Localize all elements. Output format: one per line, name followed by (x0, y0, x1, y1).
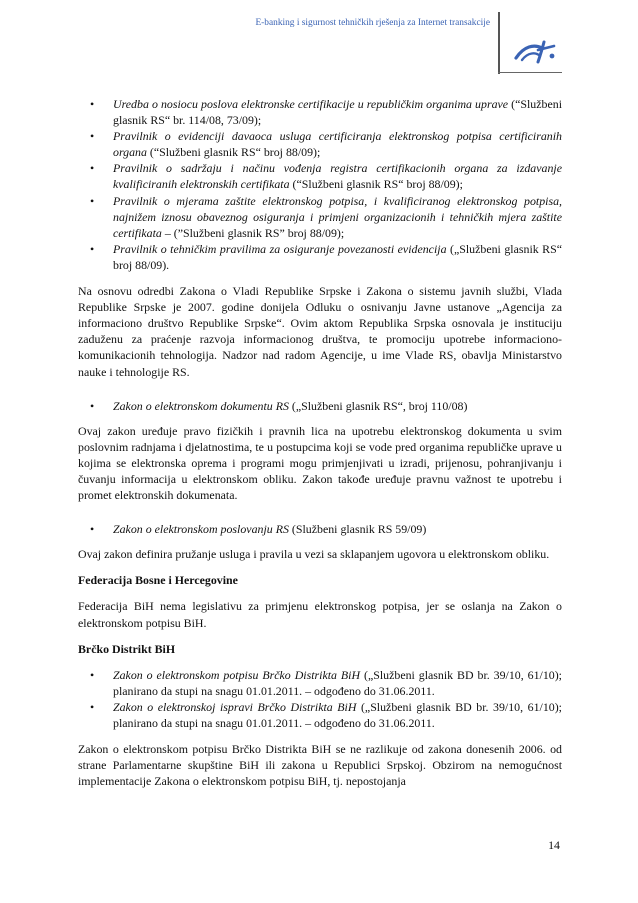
law-electronic-business-rs (78, 521, 562, 537)
regulations-list-brcko (78, 667, 562, 731)
bullet-marker: • (90, 97, 95, 111)
header-divider-vertical (498, 12, 500, 74)
bullet-marker: • (90, 522, 95, 537)
paragraph-brcko: Zakon o elektronskom potpisu Brčko Distrikta BiH se ne razlikuje od zakona donesenih 2006. od strane Parlamentarne skupštine BiH ili zakona u Republici Srpskoj. Obzirom na nemogućnost implementacije Zakona o elektronskom potpisu BiH, tj. nepostojanja (78, 742, 562, 789)
header-title: E-banking i sigurnost tehničkih rješenja za Internet transakcije (255, 18, 490, 28)
bullet-marker: • (90, 129, 95, 144)
list-item: • Zakon o elektronskom dokumentu RS („Službeni glasnik RS“, broj 110/08) (90, 398, 468, 413)
bullet-marker: • (90, 699, 95, 714)
bullet-marker: • (90, 193, 95, 208)
heading-fbih: Federacija Bosne i Hercegovine (78, 573, 238, 588)
page-header (0, 0, 638, 84)
page-number: 14 (548, 838, 560, 852)
bullet-marker: • (90, 161, 95, 176)
ef-logo-icon (512, 38, 558, 64)
page-content (78, 96, 562, 789)
list-item: • Zakon o elektronskom potpisu Brčko Distrikta BiH („Službeni glasnik BD br. 39/10, 61/10); planirano da stupi na snagu 01.01.2011. – odgođeno do 31.06.2011. (90, 667, 562, 698)
list-item: • Pravilnik o tehničkim pravilima za osiguranje povezanosti evidencija („Službeni glasnik RS“ broj 88/09). (90, 241, 562, 272)
list-item: • Zakon o elektronskoj ispravi Brčko Distrikta BiH („Službeni glasnik BD br. 39/10, 61/10); planirano da stupi na snagu 01.01.2011. – odgođeno do 31.06.2011. (90, 699, 562, 730)
regulations-list-rs (78, 96, 562, 273)
paragraph-electronic-document: Ovaj zakon uređuje pravo fizičkih i pravnih lica na upotrebu elektronskog dokumenta u svim poslovnim radnjama i djelatnostima, te u postupcima koji se vode pred organima republičke uprave u kojima se elektronska oprema i programi mogu primjenjivati u izradi, prijenosu, pohranjivanju i čuvanju informacija u elektronskom obliku. Zakon takođe uređuje pravnu važnost te upotrebu i promet elektronskih dokumenata. (78, 423, 562, 503)
list-item: • Pravilnik o mjerama zaštite elektronskog potpisa, i kvalificiranog elektronskog potpisa, najnižem iznosu obaveznog osiguranja i primjeni organizacionih i tehničkih mjera zaštite certifikata – (”Službeni glasnik RS” broj 88/09); (90, 193, 562, 240)
law-electronic-document-rs (78, 398, 562, 414)
list-item: • Uredba o nosiocu poslova elektronske certifikacije u republičkim organima uprave (“Službeni glasnik RS“ br. 114/08, 73/09); (90, 97, 562, 128)
bullet-marker: • (90, 241, 95, 256)
heading-brcko: Brčko Distrikt BiH (78, 641, 176, 656)
paragraph-fbih: Federacija BiH nema legislativu za primjenu elektronskog potpisa, jer se oslanja na Zakon o elektronskom potpisu BiH. (78, 599, 562, 630)
list-item: • Zakon o elektronskom poslovanju RS (Službeni glasnik RS 59/09) (90, 522, 427, 537)
list-item: • Pravilnik o evidenciji davaoca usluga certificiranja elektronskog potpisa certificiranih organa (“Službeni glasnik RS“ broj 88/09); (90, 129, 562, 160)
bullet-marker: • (90, 667, 95, 682)
bullet-marker: • (90, 398, 95, 413)
paragraph-electronic-business: Ovaj zakon definira pružanje usluga i pravila u vezi sa sklapanjem ugovora u elektronskom obliku. (78, 547, 550, 562)
list-item: • Pravilnik o sadržaju i načinu vođenja registra certifikacionih organa za izdavanje kvalificiranih elektronskih certifikata (“Službeni glasnik RS“ broj 88/09); (90, 161, 562, 192)
paragraph-agency: Na osnovu odredbi Zakona o Vladi Republike Srpske i Zakona o sistemu javnih službi, Vlada Republike Srpske je 2007. godine donijela Odluku o osnivanju Javne ustanove „Agencija za informaciono društvo Republike Srpske“. Ovim aktom Republika Srpska osnovala je instituciju zaduženu za praćenje razvoja informacionog društva, te promociju upotrebe informaciono-komunikacionih tehnologija. Nadzor nad radom Agencije, u ime Vlade RS, obavlja Ministarstvo nauke i tehnologije RS. (78, 284, 562, 379)
header-divider-horizontal (498, 72, 562, 73)
